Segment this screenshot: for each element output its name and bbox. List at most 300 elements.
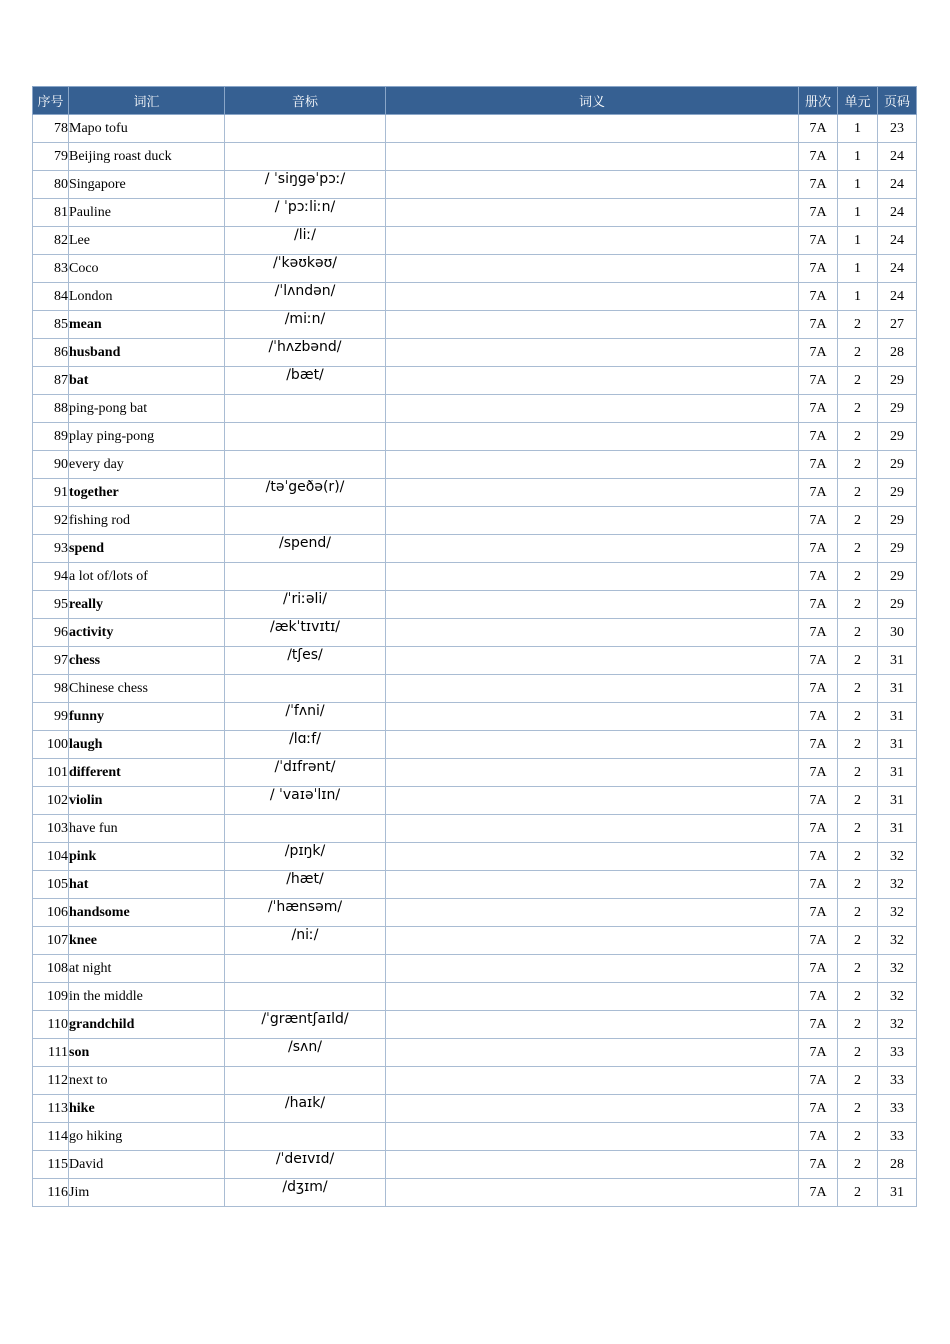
- row-book: 7A: [799, 199, 838, 227]
- row-unit: 2: [838, 395, 878, 423]
- row-page: 32: [878, 927, 917, 955]
- row-phonetic: /ˈdɪfrənt/: [225, 759, 386, 787]
- row-number: 92: [33, 507, 69, 535]
- row-book: 7A: [799, 1039, 838, 1067]
- row-book: 7A: [799, 815, 838, 843]
- row-page: 31: [878, 647, 917, 675]
- table-row: [33, 311, 917, 339]
- row-book: 7A: [799, 899, 838, 927]
- table-row: [33, 283, 917, 311]
- table-row: [33, 1151, 917, 1179]
- row-page: 33: [878, 1123, 917, 1151]
- row-phonetic: /hæt/: [225, 871, 386, 899]
- row-number: 104: [33, 843, 69, 871]
- row-word: Beijing roast duck: [69, 143, 225, 171]
- row-page: 28: [878, 1151, 917, 1179]
- row-book: 7A: [799, 787, 838, 815]
- row-book: 7A: [799, 143, 838, 171]
- row-number: 111: [33, 1039, 69, 1067]
- row-phonetic: /ˈriːəli/: [225, 591, 386, 619]
- row-book: 7A: [799, 703, 838, 731]
- row-meaning: [386, 843, 799, 871]
- row-page: 32: [878, 1011, 917, 1039]
- row-phonetic: [225, 143, 386, 171]
- row-phonetic: /ˈhænsəm/: [225, 899, 386, 927]
- row-unit: 2: [838, 339, 878, 367]
- row-page: 31: [878, 703, 917, 731]
- row-page: 29: [878, 535, 917, 563]
- table-row: [33, 1011, 917, 1039]
- row-unit: 2: [838, 563, 878, 591]
- row-number: 96: [33, 619, 69, 647]
- row-meaning: [386, 927, 799, 955]
- row-page: 29: [878, 451, 917, 479]
- table-row: [33, 815, 917, 843]
- row-phonetic: /tʃes/: [225, 647, 386, 675]
- row-word: London: [69, 283, 225, 311]
- row-book: 7A: [799, 171, 838, 199]
- row-phonetic: [225, 507, 386, 535]
- row-meaning: [386, 1039, 799, 1067]
- row-unit: 2: [838, 1011, 878, 1039]
- row-phonetic: [225, 1067, 386, 1095]
- row-unit: 2: [838, 535, 878, 563]
- row-word: spend: [69, 535, 225, 563]
- row-meaning: [386, 899, 799, 927]
- row-word: Singapore: [69, 171, 225, 199]
- row-meaning: [386, 1179, 799, 1207]
- row-page: 31: [878, 815, 917, 843]
- row-meaning: [386, 619, 799, 647]
- row-meaning: [386, 675, 799, 703]
- row-page: 32: [878, 871, 917, 899]
- row-page: 31: [878, 787, 917, 815]
- table-row: [33, 451, 917, 479]
- row-word: fishing rod: [69, 507, 225, 535]
- table-row: [33, 871, 917, 899]
- row-phonetic: [225, 423, 386, 451]
- row-meaning: [386, 423, 799, 451]
- row-unit: 1: [838, 171, 878, 199]
- row-unit: 2: [838, 1095, 878, 1123]
- row-phonetic: [225, 675, 386, 703]
- row-meaning: [386, 451, 799, 479]
- table-body: [33, 115, 917, 1207]
- row-unit: 2: [838, 619, 878, 647]
- row-meaning: [386, 283, 799, 311]
- row-word: different: [69, 759, 225, 787]
- row-book: 7A: [799, 115, 838, 143]
- row-number: 102: [33, 787, 69, 815]
- row-book: 7A: [799, 1179, 838, 1207]
- row-phonetic: / ˈsiŋgəˈpɔː/: [225, 171, 386, 199]
- row-number: 86: [33, 339, 69, 367]
- row-unit: 2: [838, 815, 878, 843]
- row-phonetic: /liː/: [225, 227, 386, 255]
- table-row: [33, 899, 917, 927]
- row-phonetic: [225, 815, 386, 843]
- row-phonetic: /lɑːf/: [225, 731, 386, 759]
- row-number: 100: [33, 731, 69, 759]
- row-book: 7A: [799, 731, 838, 759]
- row-word: David: [69, 1151, 225, 1179]
- row-unit: 2: [838, 451, 878, 479]
- row-number: 80: [33, 171, 69, 199]
- row-number: 101: [33, 759, 69, 787]
- row-unit: 2: [838, 759, 878, 787]
- row-book: 7A: [799, 535, 838, 563]
- row-word: bat: [69, 367, 225, 395]
- row-number: 112: [33, 1067, 69, 1095]
- row-number: 87: [33, 367, 69, 395]
- row-book: 7A: [799, 1067, 838, 1095]
- row-meaning: [386, 395, 799, 423]
- row-meaning: [386, 535, 799, 563]
- row-phonetic: / ˈpɔːliːn/: [225, 199, 386, 227]
- row-page: 31: [878, 1179, 917, 1207]
- row-unit: 2: [838, 787, 878, 815]
- row-phonetic: [225, 1123, 386, 1151]
- row-number: 109: [33, 983, 69, 1011]
- row-page: 29: [878, 395, 917, 423]
- header-page: 页码: [878, 87, 917, 115]
- table-row: [33, 647, 917, 675]
- row-page: 29: [878, 423, 917, 451]
- row-book: 7A: [799, 1151, 838, 1179]
- row-meaning: [386, 955, 799, 983]
- row-book: 7A: [799, 479, 838, 507]
- row-phonetic: /ækˈtɪvɪtɪ/: [225, 619, 386, 647]
- row-number: 89: [33, 423, 69, 451]
- row-unit: 2: [838, 731, 878, 759]
- header-unit: 单元: [838, 87, 878, 115]
- row-meaning: [386, 703, 799, 731]
- table-row: [33, 843, 917, 871]
- row-number: 90: [33, 451, 69, 479]
- row-phonetic: /ˈfʌni/: [225, 703, 386, 731]
- row-meaning: [386, 507, 799, 535]
- row-phonetic: [225, 395, 386, 423]
- row-book: 7A: [799, 255, 838, 283]
- row-meaning: [386, 143, 799, 171]
- table-row: [33, 535, 917, 563]
- table-row: [33, 1179, 917, 1207]
- row-number: 94: [33, 563, 69, 591]
- row-meaning: [386, 311, 799, 339]
- row-page: 31: [878, 675, 917, 703]
- row-meaning: [386, 1011, 799, 1039]
- row-book: 7A: [799, 1095, 838, 1123]
- row-page: 33: [878, 1067, 917, 1095]
- row-book: 7A: [799, 647, 838, 675]
- row-unit: 2: [838, 1039, 878, 1067]
- row-word: a lot of/lots of: [69, 563, 225, 591]
- row-number: 103: [33, 815, 69, 843]
- row-unit: 1: [838, 283, 878, 311]
- row-word: handsome: [69, 899, 225, 927]
- row-word: hike: [69, 1095, 225, 1123]
- row-unit: 2: [838, 955, 878, 983]
- row-word: together: [69, 479, 225, 507]
- row-meaning: [386, 255, 799, 283]
- row-word: go hiking: [69, 1123, 225, 1151]
- row-unit: 2: [838, 591, 878, 619]
- row-phonetic: /haɪk/: [225, 1095, 386, 1123]
- row-number: 79: [33, 143, 69, 171]
- row-phonetic: /ˈgræntʃaɪld/: [225, 1011, 386, 1039]
- row-page: 28: [878, 339, 917, 367]
- row-page: 30: [878, 619, 917, 647]
- row-number: 99: [33, 703, 69, 731]
- row-number: 110: [33, 1011, 69, 1039]
- row-word: hat: [69, 871, 225, 899]
- row-meaning: [386, 227, 799, 255]
- table-row: [33, 1123, 917, 1151]
- row-word: Coco: [69, 255, 225, 283]
- row-word: pink: [69, 843, 225, 871]
- row-page: 24: [878, 283, 917, 311]
- table-row: [33, 703, 917, 731]
- table-row: [33, 619, 917, 647]
- row-word: Lee: [69, 227, 225, 255]
- row-unit: 2: [838, 899, 878, 927]
- row-meaning: [386, 1095, 799, 1123]
- row-unit: 1: [838, 199, 878, 227]
- row-page: 32: [878, 843, 917, 871]
- row-unit: 2: [838, 479, 878, 507]
- row-unit: 2: [838, 1123, 878, 1151]
- row-phonetic: [225, 451, 386, 479]
- row-number: 97: [33, 647, 69, 675]
- row-meaning: [386, 983, 799, 1011]
- header-book: 册次: [799, 87, 838, 115]
- row-meaning: [386, 563, 799, 591]
- table-row: [33, 563, 917, 591]
- row-book: 7A: [799, 843, 838, 871]
- row-unit: 2: [838, 927, 878, 955]
- row-page: 24: [878, 227, 917, 255]
- table-row: [33, 143, 917, 171]
- row-page: 24: [878, 143, 917, 171]
- row-page: 29: [878, 563, 917, 591]
- row-unit: 2: [838, 675, 878, 703]
- table-row: [33, 479, 917, 507]
- row-word: have fun: [69, 815, 225, 843]
- row-page: 24: [878, 255, 917, 283]
- row-word: next to: [69, 1067, 225, 1095]
- row-phonetic: [225, 955, 386, 983]
- row-word: son: [69, 1039, 225, 1067]
- row-book: 7A: [799, 955, 838, 983]
- row-word: activity: [69, 619, 225, 647]
- row-word: chess: [69, 647, 225, 675]
- row-word: Pauline: [69, 199, 225, 227]
- row-phonetic: /dʒɪm/: [225, 1179, 386, 1207]
- table-row: [33, 227, 917, 255]
- header-row: [33, 87, 917, 115]
- row-meaning: [386, 731, 799, 759]
- table-row: [33, 171, 917, 199]
- row-unit: 2: [838, 367, 878, 395]
- row-unit: 2: [838, 1179, 878, 1207]
- row-page: 31: [878, 731, 917, 759]
- table-row: [33, 759, 917, 787]
- row-number: 91: [33, 479, 69, 507]
- row-unit: 1: [838, 255, 878, 283]
- row-phonetic: /ˈkəʊkəʊ/: [225, 255, 386, 283]
- row-page: 32: [878, 899, 917, 927]
- row-word: violin: [69, 787, 225, 815]
- row-word: ping-pong bat: [69, 395, 225, 423]
- row-book: 7A: [799, 927, 838, 955]
- table-row: [33, 1095, 917, 1123]
- header-meaning: 词义: [386, 87, 799, 115]
- row-word: funny: [69, 703, 225, 731]
- row-word: knee: [69, 927, 225, 955]
- row-phonetic: /ˈdeɪvɪd/: [225, 1151, 386, 1179]
- row-unit: 2: [838, 647, 878, 675]
- table-row: [33, 927, 917, 955]
- row-meaning: [386, 1151, 799, 1179]
- vocabulary-table: [32, 86, 917, 1207]
- table-row: [33, 367, 917, 395]
- table-row: [33, 339, 917, 367]
- row-meaning: [386, 1123, 799, 1151]
- row-word: husband: [69, 339, 225, 367]
- row-book: 7A: [799, 395, 838, 423]
- row-number: 106: [33, 899, 69, 927]
- row-unit: 2: [838, 311, 878, 339]
- row-book: 7A: [799, 983, 838, 1011]
- row-phonetic: /bæt/: [225, 367, 386, 395]
- row-number: 107: [33, 927, 69, 955]
- row-number: 115: [33, 1151, 69, 1179]
- row-word: mean: [69, 311, 225, 339]
- row-phonetic: [225, 983, 386, 1011]
- row-page: 23: [878, 115, 917, 143]
- row-unit: 2: [838, 1067, 878, 1095]
- row-meaning: [386, 647, 799, 675]
- row-book: 7A: [799, 619, 838, 647]
- table-row: [33, 507, 917, 535]
- row-word: play ping-pong: [69, 423, 225, 451]
- row-phonetic: /niː/: [225, 927, 386, 955]
- table-row: [33, 1039, 917, 1067]
- row-word: Mapo tofu: [69, 115, 225, 143]
- row-page: 29: [878, 507, 917, 535]
- row-word: Chinese chess: [69, 675, 225, 703]
- table-row: [33, 1067, 917, 1095]
- row-meaning: [386, 115, 799, 143]
- row-page: 33: [878, 1095, 917, 1123]
- row-unit: 2: [838, 507, 878, 535]
- row-meaning: [386, 759, 799, 787]
- row-number: 114: [33, 1123, 69, 1151]
- table-row: [33, 787, 917, 815]
- table-header: [33, 87, 917, 115]
- row-book: 7A: [799, 591, 838, 619]
- row-page: 32: [878, 955, 917, 983]
- row-phonetic: /spend/: [225, 535, 386, 563]
- row-meaning: [386, 1067, 799, 1095]
- row-phonetic: [225, 115, 386, 143]
- row-number: 88: [33, 395, 69, 423]
- row-unit: 2: [838, 1151, 878, 1179]
- row-page: 24: [878, 199, 917, 227]
- row-meaning: [386, 787, 799, 815]
- table-row: [33, 115, 917, 143]
- row-phonetic: / ˈvaɪəˈlɪn/: [225, 787, 386, 815]
- row-word: really: [69, 591, 225, 619]
- row-book: 7A: [799, 759, 838, 787]
- row-number: 82: [33, 227, 69, 255]
- table-row: [33, 983, 917, 1011]
- row-book: 7A: [799, 339, 838, 367]
- row-number: 95: [33, 591, 69, 619]
- row-page: 33: [878, 1039, 917, 1067]
- row-unit: 2: [838, 703, 878, 731]
- header-word: 词汇: [69, 87, 225, 115]
- row-meaning: [386, 199, 799, 227]
- row-book: 7A: [799, 367, 838, 395]
- row-book: 7A: [799, 675, 838, 703]
- table-row: [33, 395, 917, 423]
- row-unit: 1: [838, 143, 878, 171]
- row-unit: 1: [838, 227, 878, 255]
- row-page: 29: [878, 367, 917, 395]
- table-row: [33, 199, 917, 227]
- row-unit: 2: [838, 423, 878, 451]
- row-phonetic: /miːn/: [225, 311, 386, 339]
- table-row: [33, 423, 917, 451]
- row-book: 7A: [799, 283, 838, 311]
- row-book: 7A: [799, 227, 838, 255]
- row-number: 116: [33, 1179, 69, 1207]
- row-word: Jim: [69, 1179, 225, 1207]
- row-unit: 1: [838, 115, 878, 143]
- row-book: 7A: [799, 1011, 838, 1039]
- row-number: 113: [33, 1095, 69, 1123]
- row-page: 27: [878, 311, 917, 339]
- row-book: 7A: [799, 507, 838, 535]
- row-page: 31: [878, 759, 917, 787]
- row-book: 7A: [799, 423, 838, 451]
- row-unit: 2: [838, 983, 878, 1011]
- row-number: 78: [33, 115, 69, 143]
- row-unit: 2: [838, 871, 878, 899]
- row-number: 81: [33, 199, 69, 227]
- table-row: [33, 675, 917, 703]
- row-number: 85: [33, 311, 69, 339]
- row-meaning: [386, 367, 799, 395]
- row-meaning: [386, 171, 799, 199]
- table-row: [33, 955, 917, 983]
- row-page: 29: [878, 591, 917, 619]
- row-unit: 2: [838, 843, 878, 871]
- row-meaning: [386, 479, 799, 507]
- row-page: 32: [878, 983, 917, 1011]
- row-phonetic: /pɪŋk/: [225, 843, 386, 871]
- row-book: 7A: [799, 563, 838, 591]
- row-phonetic: /təˈgeðə(r)/: [225, 479, 386, 507]
- row-word: grandchild: [69, 1011, 225, 1039]
- row-book: 7A: [799, 871, 838, 899]
- table-row: [33, 591, 917, 619]
- row-number: 108: [33, 955, 69, 983]
- row-book: 7A: [799, 1123, 838, 1151]
- row-meaning: [386, 339, 799, 367]
- table-row: [33, 255, 917, 283]
